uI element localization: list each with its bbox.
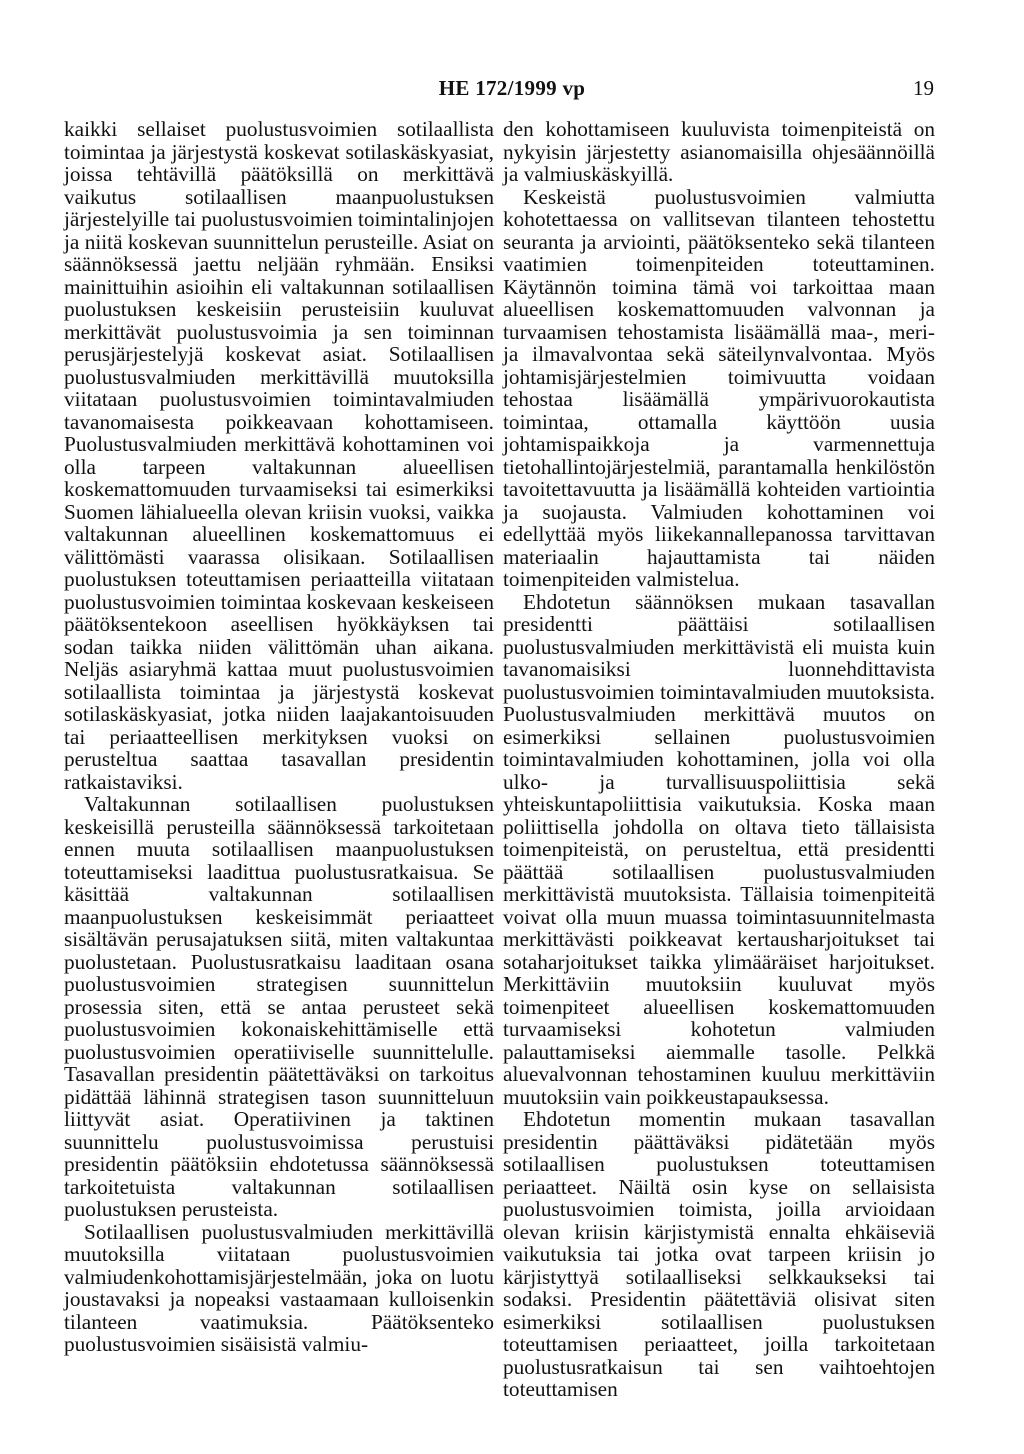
- left-column: [64, 118, 494, 1356]
- paragraph: Ehdotetun säännöksen mukaan tasavallan presidentti päättäisi sotilaallisen puolustusvalmiuden merkittävistä eli muista kuin tavanomaisiksi luonnehdittavista puolustusvoimien toimintavalmiuden muutoksista. Puolustusvalmiuden merkittävä muutos on esimerkiksi sellainen puolustusvoimien toimintavalmiuden kohottaminen, jolla voi olla ulko- ja turvallisuuspoliittisia sekä yhteiskuntapoliittisia vaikutuksia. Koska maan poliittisella johdolla on oltava tieto tällaisista toimenpiteistä, on perusteltua, että presidentti päättää sotilaallisen puolustusvalmiuden merkittävistä muutoksista. Tällaisia toimenpiteitä voivat olla muun muassa toimintasuunnitelmasta merkittävästi poikkeavat kertausharjoitukset tai sotaharjoitukset taikka ylimääräiset harjoitukset. Merkittäviin muutoksiin kuuluvat myös toimenpiteet alueellisen koskemattomuuden turvaamiseksi kohotetun valmiuden palauttamiseksi aiemmalle tasolle. Pelkkä aluevalvonnan tehostaminen kuuluu merkittäviin muutoksiin vain poikkeustapauksessa.: [503, 589, 935, 1109]
- paragraph: Keskeistä puolustusvoimien valmiutta kohotettaessa on vallitsevan tilanteen tehostettu seuranta ja arviointi, päätöksenteko sekä tilanteen vaatimien toimenpiteiden toteuttaminen. Käytännön toimina tämä voi tarkoittaa maan alueellisen koskemattomuuden valvonnan ja turvaamisen tehostamista lisäämällä maa-, meri- ja ilmavalvontaa sekä säteilynvalvontaa. Myös johtamisjärjestelmien toimivuutta voidaan tehostaa lisäämällä ympärivuorokautista toimintaa, ottamalla käyttöön uusia johtamispaikkoja ja varmennettuja tietohallintojärjestelmiä, parantamalla henkilöstön tavoitettavuutta ja lisäämällä kohteiden vartiointia ja suojausta. Valmiuden kohottaminen voi edellyttää myös liikekannallepanossa tarvittavan materiaalin hajauttamista tai näiden toimenpiteiden valmistelua.: [503, 184, 935, 591]
- paragraph: kaikki sellaiset puolustusvoimien sotilaallista toimintaa ja järjestystä koskevat sotilaskäskyasiat, joissa tehtävillä päätöksillä on merkittävä vaikutus sotilaallisen maanpuolustuksen järjestelyille tai puolustusvoimien toimintalinjojen ja niitä koskevan suunnittelun perusteille. Asiat on säännöksessä jaettu neljään ryhmään. Ensiksi mainittuihin asioihin eli valtakunnan sotilaallisen puolustuksen keskeisiin perusteisiin kuuluvat merkittävät puolustusvoimia ja sen toiminnan perusjärjestelyjä koskevat asiat. Sotilaallisen puolustusvalmiuden merkittävillä muutoksilla viitataan puolustusvoimien toimintavalmiuden tavanomaisesta poikkeavaan kohottamiseen. Puolustusvalmiuden merkittävä kohottaminen voi olla tarpeen valtakunnan alueellisen koskemattomuuden turvaamiseksi tai esimerkiksi Suomen lähialueella olevan kriisin vuoksi, vaikka valtakunnan alueellinen koskemattomuus ei välittömästi vaarassa olisikaan. Sotilaallisen puolustuksen toteuttamisen periaatteilla viitataan puolustusvoimien toimintaa koskevaan keskeiseen päätöksentekoon aseellisen hyökkäyksen tai sodan taikka niiden välittömän uhan aikana. Neljäs asiaryhmä kattaa muut puolustusvoimien sotilaallista toimintaa ja järjestystä koskevat sotilaskäskyasiat, jotka niiden laajakantoisuuden tai periaatteellisen merkityksen vuoksi on perusteltua saattaa tasavallan presidentin ratkaistaviksi.: [64, 117, 495, 794]
- page-number: 19: [913, 76, 934, 100]
- paragraph: Sotilaallisen puolustusvalmiuden merkittävillä muutoksilla viitataan puolustusvoimien valmiudenkohottamisjärjestelmään, joka on luotu joustavaksi ja nopeaksi vastaamaan kulloisenkin tilanteen vaatimuksia. Päätöksenteko puolustusvoimien sisäisistä valmiu-: [64, 1219, 494, 1356]
- paragraph: Ehdotetun momentin mukaan tasavallan presidentin päättäväksi pidätetään myös sotilaallisen puolustuksen toteuttamisen periaatteet. Näiltä osin kyse on sellaisista puolustusvoimien toimista, joilla arvioidaan olevan kriisin kärjistymistä ennalta ehkäiseviä vaikutuksia tai jotka ovat tarpeen kriisin jo kärjistyttyä sotilaalliseksi selkkaukseksi tai sodaksi. Presidentin päätettäviä olisivat siten esimerkiksi sotilaallisen puolustuksen toteuttamisen periaatteet, joilla tarkoitetaan puolustusratkaisun tai sen vaihtoehtojen toteuttamisen: [503, 1107, 935, 1401]
- page-header: [0, 76, 1024, 106]
- paragraph: den kohottamiseen kuuluvista toimenpiteistä on nykyisin järjestetty asianomaisilla ohjesäännöillä ja valmiuskäskyillä.: [503, 117, 935, 186]
- right-column: [503, 118, 935, 1401]
- paragraph: Valtakunnan sotilaallisen puolustuksen keskeisillä perusteilla säännöksessä tarkoitetaan ennen muuta sotilaallisen maanpuolustuksen toteuttamiseksi laadittua puolustusratkaisua. Se käsittää valtakunnan sotilaallisen maanpuolustuksen keskeisimmät periaatteet sisältävän perusajatuksen siitä, miten valtakuntaa puolustetaan. Puolustusratkaisu laaditaan osana puolustusvoimien strategisen suunnittelun prosessia siten, että se antaa perusteet sekä puolustusvoimien kokonaiskehittämiselle että puolustusvoimien operatiiviselle suunnittelulle. Tasavallan presidentin päätettäväksi on tarkoitus pidättää lähinnä strategisen tason suunnitteluun liittyvät asiat. Operatiivinen ja taktinen suunnittelu puolustusvoimissa perustuisi presidentin päätöksiin ehdotetussa säännöksessä tarkoitetuista valtakunnan sotilaallisen puolustuksen perusteista.: [64, 792, 494, 1221]
- document-title: HE 172/1999 vp: [438, 76, 586, 100]
